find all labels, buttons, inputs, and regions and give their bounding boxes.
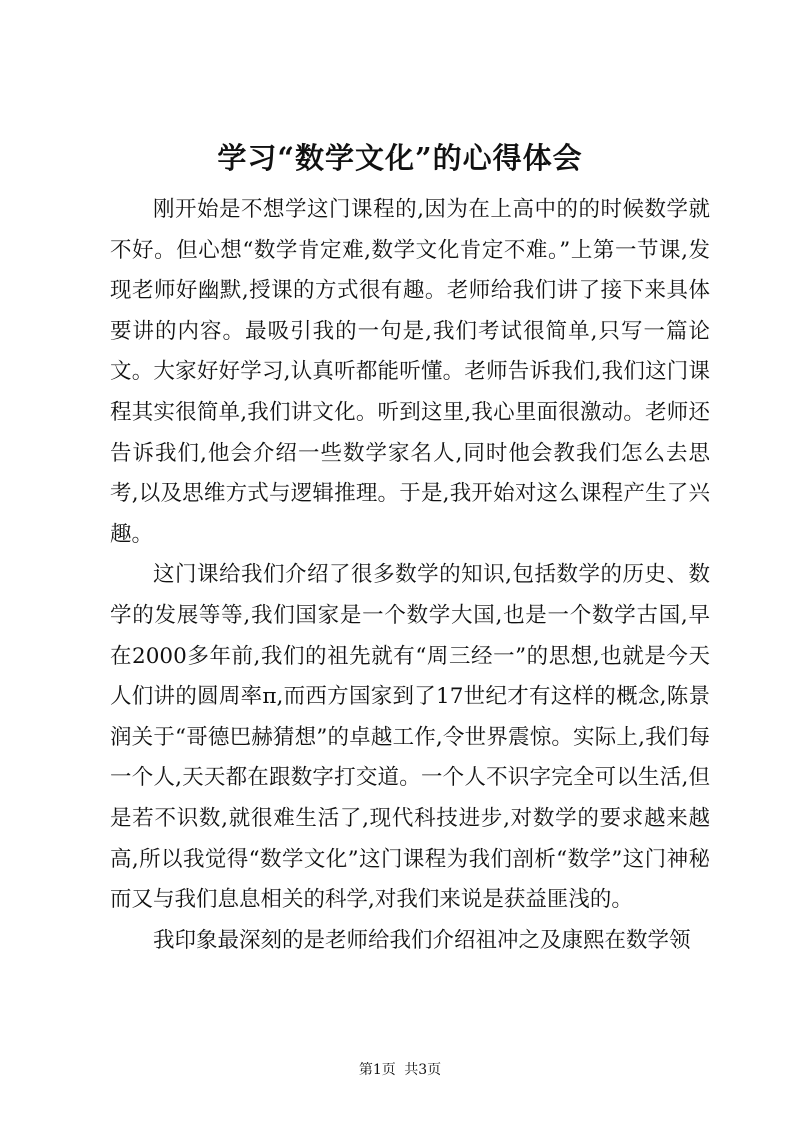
page-number: 第1页 (358, 1062, 396, 1078)
page-footer (0, 1060, 800, 1080)
paragraph-2: 这门课给我们介绍了很多数学的知识,包括数学的历史、数学的发展等等,我们国家是一个数学大国,也是一个数学古国,早在2000多年前,我们的祖先就有“周三经一”的思想,也就是今天人们讲的圆周率π,而西方国家到了17世纪才有这样的概念,陈景润关于“哥德巴赫猜想”的卓越工作,令世界震惊。实际上,我们每一个人,天天都在跟数字打交道。一个人不识字完全可以生活,但是若不识数,就很难生活了,现代科技进步,对数学的要求越来越高,所以我觉得“数学文化”这门课程为我们剖析“数学”这门神秘而又与我们息息相关的科学,对我们来说是获益匪浅的。 (110, 562, 710, 913)
paragraph-1: 刚开始是不想学这门课程的,因为在上高中的的时候数学就不好。但心想“数学肯定难,数学文化肯定不难。”上第一节课,发现老师好幽默,授课的方式很有趣。老师给我们讲了接下来具体要讲的内容。最吸引我的一句是,我们考试很简单,只写一篇论文。大家好好学习,认真听都能听懂。老师告诉我们,我们这门课程其实很简单,我们讲文化。听到这里,我心里面很激动。老师还告诉我们,他会介绍一些数学家名人,同时他会教我们怎么去思考,以及思维方式与逻辑推理。于是,我开始对这么课程产生了兴趣。 (110, 197, 710, 547)
paragraph-3: 我印象最深刻的是老师给我们介绍祖冲之及康熙在数学领 (153, 927, 691, 953)
document-title: 学习“数学文化”的心得体会 (217, 141, 583, 175)
page-total: 共3页 (404, 1062, 442, 1078)
document-body (110, 190, 710, 961)
